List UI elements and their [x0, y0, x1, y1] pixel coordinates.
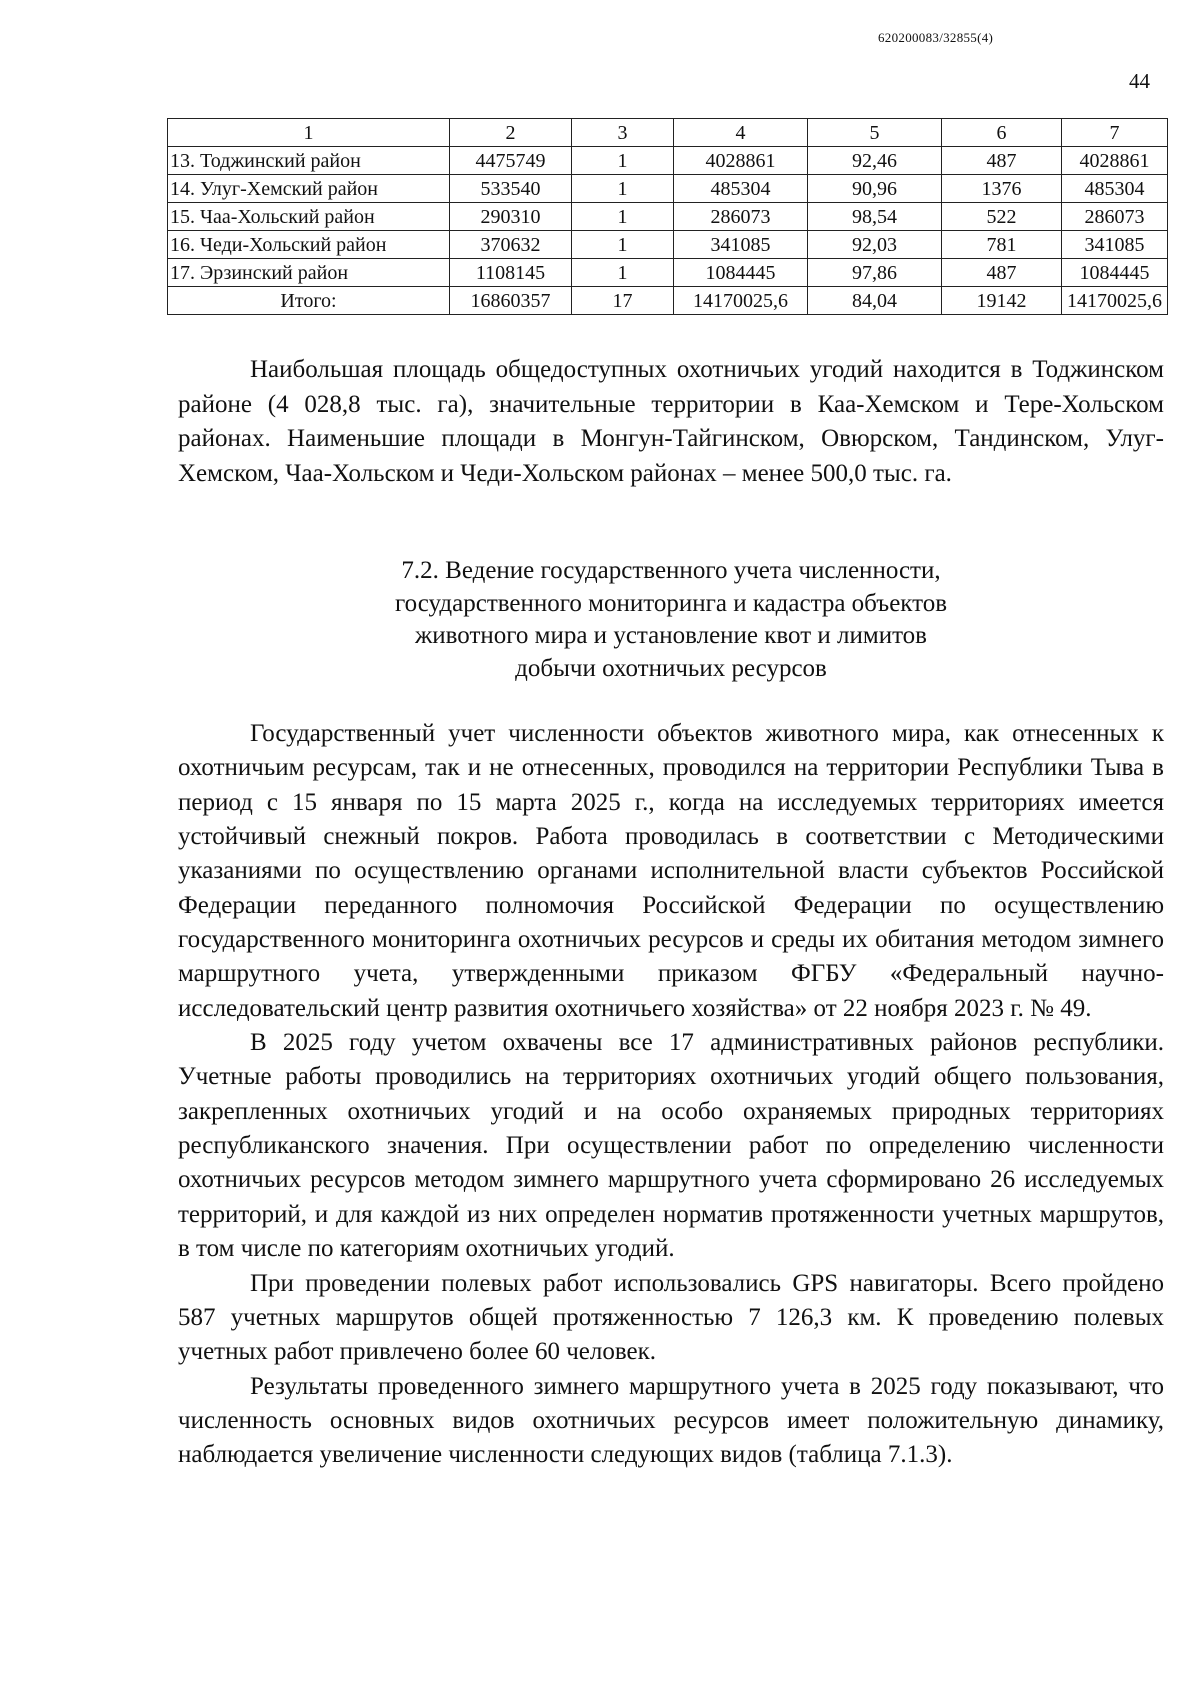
table-cell: 370632 — [450, 231, 572, 259]
table-cell: 1 — [572, 259, 674, 287]
hunting-grounds-table — [167, 118, 1168, 315]
table-row — [168, 231, 1168, 259]
table-cell: 4028861 — [1062, 147, 1168, 175]
table-cell: 1108145 — [450, 259, 572, 287]
district-name: 14. Улуг-Хемский район — [168, 175, 450, 203]
column-number: 4 — [674, 119, 808, 147]
table-header-row — [168, 119, 1168, 147]
table-cell: 4475749 — [450, 147, 572, 175]
table-cell: 341085 — [1062, 231, 1168, 259]
table-cell: 290310 — [450, 203, 572, 231]
table-cell: 533540 — [450, 175, 572, 203]
table-row — [168, 259, 1168, 287]
table-cell: 485304 — [1062, 175, 1168, 203]
body-paragraph: Государственный учет численности объектов животного мира, как отнесенных к охотничьим ресурсам, так и не отнесенных, проводился на территории Республики Тыва в период с 15 января по 15 марта 2025 г., когда на исследуемых территориях имеется устойчивый снежный покров. Работа проводилась в соответствии с Методическими указаниями по осуществлению органами исполнительной власти субъектов Российской Федерации переданного полномочия Российской Федерации по осуществлению государственного мониторинга охотничьих ресурсов и среды их обитания методом зимнего маршрутного учета, утвержденными приказом ФГБУ «Федеральный научно-исследовательский центр развития охотничьего хозяйства» от 22 ноября 2023 г. № 49. — [178, 720, 1164, 1022]
body-paragraph: Результаты проведенного зимнего маршрутного учета в 2025 году показывают, что численность основных видов охотничьих ресурсов имеет положительную динамику, наблюдается увеличение численности следующих видов (таблица 7.1.3). — [178, 1372, 1164, 1469]
table-cell: 286073 — [674, 203, 808, 231]
table-cell: 17 — [572, 287, 674, 315]
section-heading-line: животного мира и установление квот и лимитов — [415, 622, 927, 650]
column-number: 7 — [1062, 119, 1168, 147]
table-cell: 522 — [942, 203, 1062, 231]
table-cell: 1 — [572, 147, 674, 175]
section-heading-line: государственного мониторинга и кадастра объектов — [394, 589, 948, 617]
table-cell: 92,03 — [808, 231, 942, 259]
district-name: 15. Чаа-Хольский район — [168, 203, 450, 231]
table-cell: 16860357 — [450, 287, 572, 315]
table-cell: 19142 — [942, 287, 1062, 315]
table-cell: 1084445 — [674, 259, 808, 287]
table-cell: 781 — [942, 231, 1062, 259]
table-cell: 1084445 — [1062, 259, 1168, 287]
page-number: 44 — [1129, 69, 1150, 93]
table-cell: 487 — [942, 147, 1062, 175]
table-cell: 84,04 — [808, 287, 942, 315]
district-name: 13. Тоджинский район — [168, 147, 450, 175]
table-cell: 1376 — [942, 175, 1062, 203]
section-heading — [178, 555, 1164, 686]
table-cell: 98,54 — [808, 203, 942, 231]
table-total-row — [168, 287, 1168, 315]
document-id: 620200083/32855(4) — [878, 30, 994, 45]
column-number: 3 — [572, 119, 674, 147]
table-cell: 1 — [572, 231, 674, 259]
section-body — [178, 717, 1164, 1473]
table-cell: 92,46 — [808, 147, 942, 175]
column-number: 1 — [168, 119, 450, 147]
district-name: 17. Эрзинский район — [168, 259, 450, 287]
table-cell: 286073 — [1062, 203, 1168, 231]
table-cell: 341085 — [674, 231, 808, 259]
table-row — [168, 203, 1168, 231]
table-cell: 1 — [572, 175, 674, 203]
section-heading-line: добычи охотничьих ресурсов — [515, 655, 827, 683]
table-cell: 1 — [572, 203, 674, 231]
section-heading-line: 7.2. Ведение государственного учета численности, — [401, 557, 941, 584]
district-name: 16. Чеди-Хольский район — [168, 231, 450, 259]
column-number: 6 — [942, 119, 1062, 147]
intro-paragraph: Наибольшая площадь общедоступных охотничьих угодий находится в Тоджинском районе (4 028,8 тыс. га), значительные территории в Каа-Хемском и Тере-Хольском районах. Наименьшие площади в Монгун-Тайгинском, Овюрском, Тандинском, Улуг-Хемском, Чаа-Хольском и Чеди-Хольском районах – менее 500,0 тыс. га. — [178, 356, 1164, 487]
table-cell: 97,86 — [808, 259, 942, 287]
table-cell: 4028861 — [674, 147, 808, 175]
table-row — [168, 175, 1168, 203]
table-cell: 14170025,6 — [1062, 287, 1168, 315]
table-cell: 90,96 — [808, 175, 942, 203]
table-cell: 487 — [942, 259, 1062, 287]
column-number: 5 — [808, 119, 942, 147]
table-cell: 14170025,6 — [674, 287, 808, 315]
body-paragraph: В 2025 году учетом охвачены все 17 административных районов республики. Учетные работы проводились на территориях охотничьих угодий общего пользования, закрепленных охотничьих угодий и на особо охраняемых природных территориях республиканского значения. При осуществлении работ по определению численности охотничьих ресурсов методом зимнего маршрутного учета сформировано 26 исследуемых территорий, и для каждой из них определен норматив протяженности учетных маршрутов, в том числе по категориям охотничьих угодий. — [178, 1029, 1164, 1263]
table-cell: 485304 — [674, 175, 808, 203]
table-row — [168, 147, 1168, 175]
body-paragraph: При проведении полевых работ использовались GPS навигаторы. Всего пройдено 587 учетных маршрутов общей протяженностью 7 126,3 км. К проведению полевых учетных работ привлечено более 60 человек. — [178, 1269, 1164, 1366]
total-label: Итого: — [168, 287, 450, 315]
column-number: 2 — [450, 119, 572, 147]
